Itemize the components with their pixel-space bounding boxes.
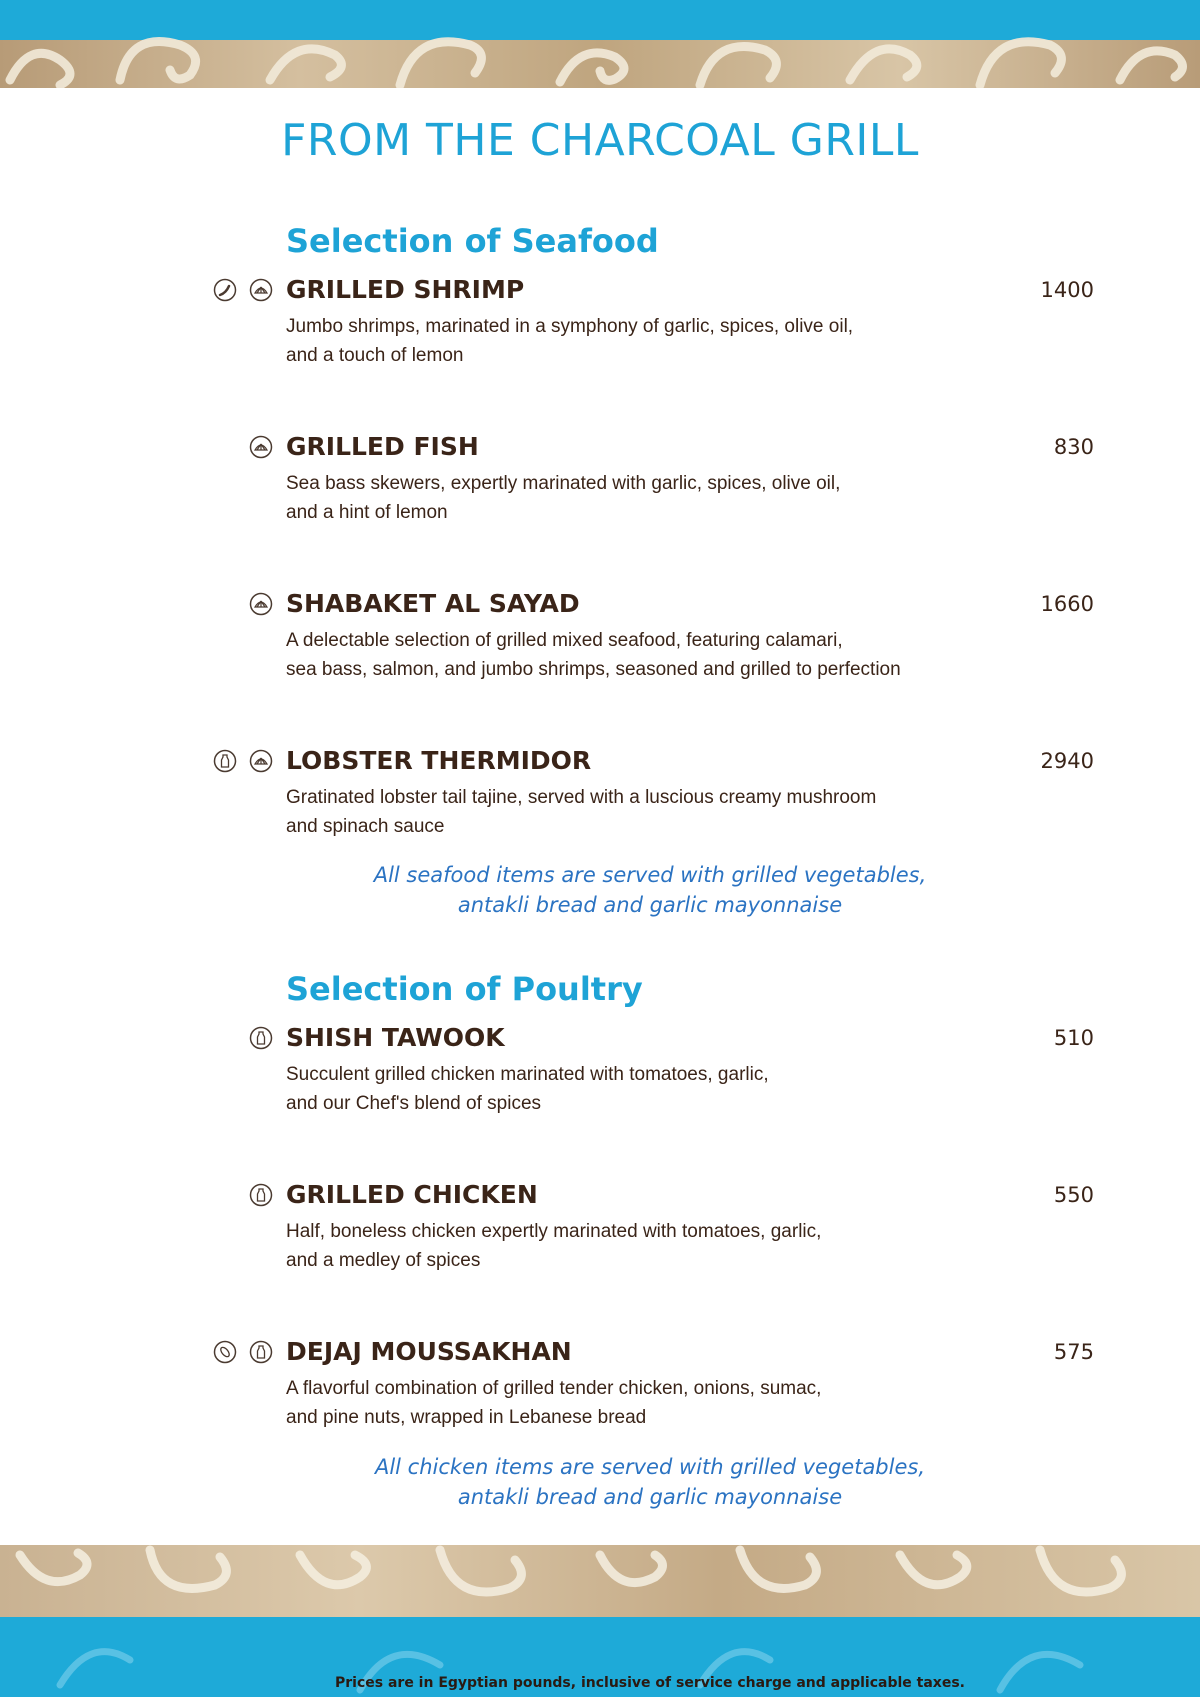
swirl-pattern-icon	[0, 0, 1200, 88]
item-price: 510	[1053, 1026, 1094, 1050]
top-decorative-band	[0, 0, 1200, 88]
item-description: A flavorful combination of grilled tender chicken, onions, sumac, and pine nuts, wrapped in Lebanese bread	[286, 1378, 822, 1428]
item-description: Half, boneless chicken expertly marinated with tomatoes, garlic, and a medley of spices	[286, 1221, 822, 1271]
item-name: SHISH TAWOOK	[286, 1023, 505, 1052]
chili-icon	[213, 278, 237, 302]
section-heading-poultry: Selection of Poultry	[286, 970, 643, 1008]
seafood-icon	[249, 592, 273, 616]
item-name: LOBSTER THERMIDOR	[286, 746, 592, 775]
section-heading-seafood: Selection of Seafood	[286, 222, 659, 260]
page-title: FROM THE CHARCOAL GRILL	[281, 115, 919, 166]
footer-price-note: Prices are in Egyptian pounds, inclusive of service charge and applicable taxes.	[335, 1675, 965, 1691]
item-price: 2940	[1040, 749, 1094, 773]
item-description: Gratinated lobster tail tajine, served with a luscious creamy mushroom and spinach sauce	[286, 787, 877, 837]
item-name: SHABAKET AL SAYAD	[286, 589, 580, 618]
item-name: GRILLED SHRIMP	[286, 275, 525, 304]
dairy-icon	[249, 1026, 273, 1050]
item-description: Succulent grilled chicken marinated with tomatoes, garlic, and our Chef's blend of spices	[286, 1064, 769, 1114]
dairy-icon	[249, 1340, 273, 1364]
nuts-icon	[213, 1340, 237, 1364]
dairy-icon	[249, 1183, 273, 1207]
seafood-note: All seafood items are served with grilled vegetables, antakli bread and garlic mayonnaise	[373, 863, 927, 917]
item-price: 1400	[1040, 278, 1094, 302]
item-price: 830	[1053, 435, 1094, 459]
seafood-icon	[249, 749, 273, 773]
poultry-note: All chicken items are served with grilled vegetables, antakli bread and garlic mayonnaise	[374, 1455, 926, 1509]
seafood-icon	[249, 278, 273, 302]
item-name: DEJAJ MOUSSAKHAN	[286, 1337, 572, 1366]
dairy-icon	[213, 749, 237, 773]
item-description: Sea bass skewers, expertly marinated with garlic, spices, olive oil, and a hint of lemon	[286, 473, 841, 523]
item-name: GRILLED FISH	[286, 432, 479, 461]
seafood-icon	[249, 435, 273, 459]
item-description: A delectable selection of grilled mixed seafood, featuring calamari, sea bass, salmon, and jumbo shrimps, seasoned and grilled to perfection	[286, 630, 901, 680]
item-price: 550	[1053, 1183, 1094, 1207]
item-price: 1660	[1040, 592, 1094, 616]
item-price: 575	[1053, 1340, 1094, 1364]
item-description: Jumbo shrimps, marinated in a symphony of garlic, spices, olive oil, and a touch of lemon	[286, 316, 854, 366]
item-name: GRILLED CHICKEN	[286, 1180, 538, 1209]
